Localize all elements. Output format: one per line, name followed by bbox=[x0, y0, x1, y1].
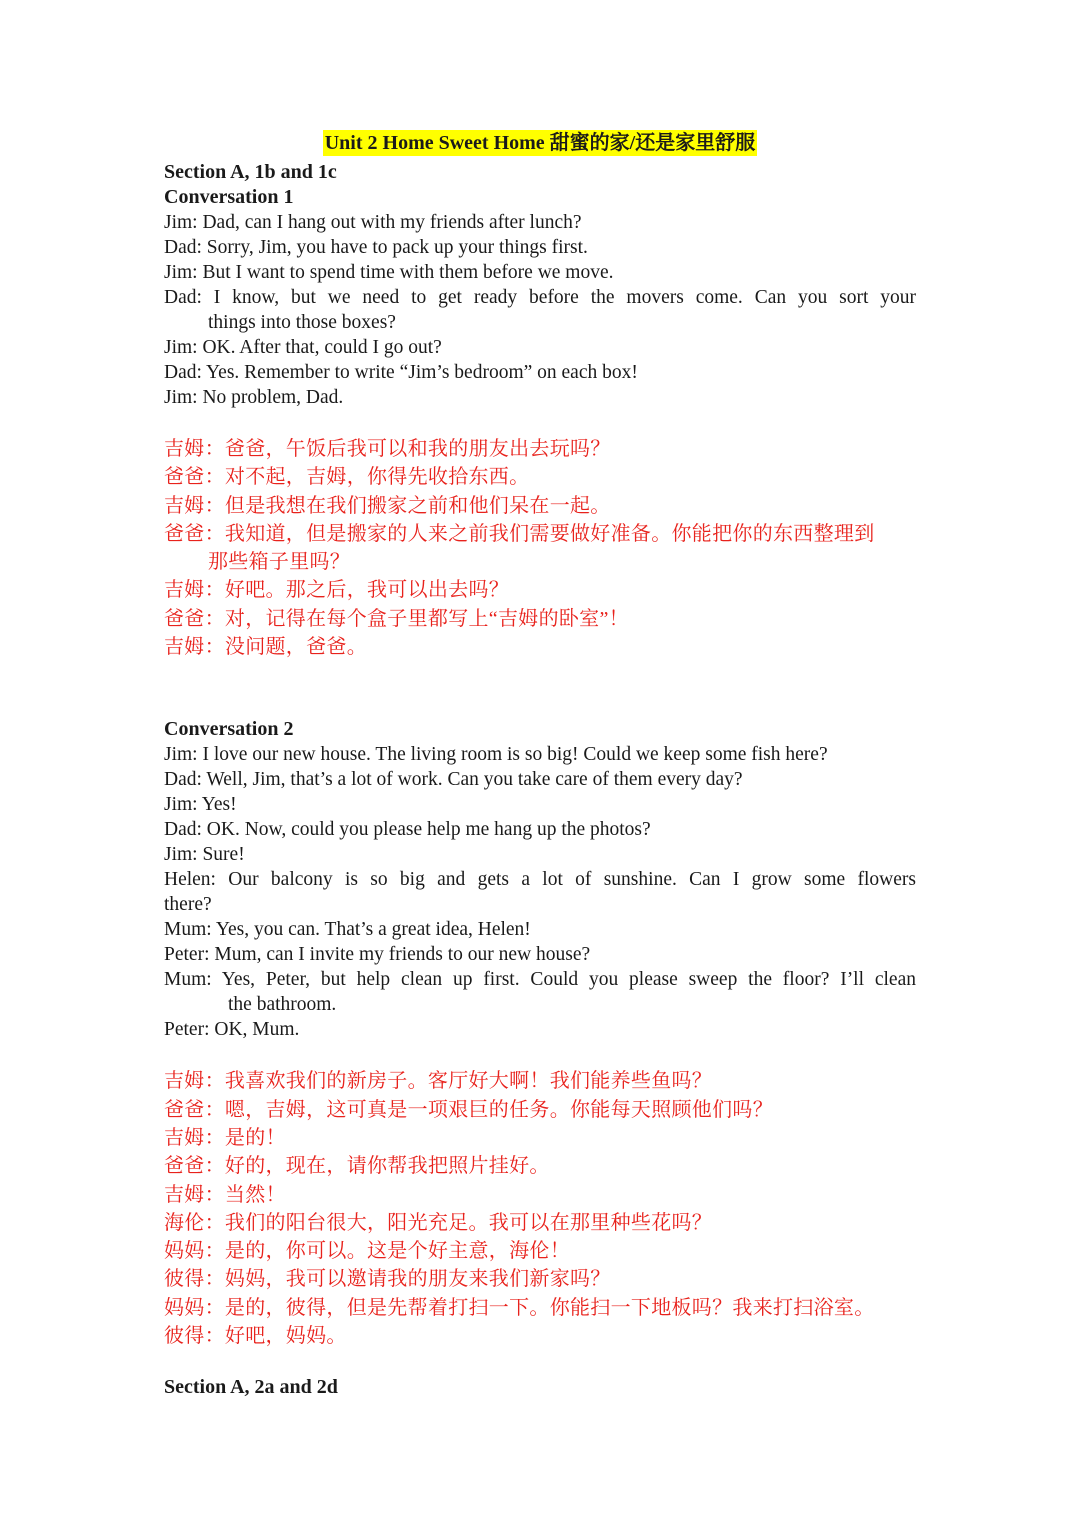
translation-line: 爸爸：我知道，但是搬家的人来之前我们需要做好准备。你能把你的东西整理到 bbox=[164, 522, 875, 545]
translation-line: 吉姆：当然！ bbox=[164, 1183, 286, 1206]
conversation-2-heading: Conversation 2 bbox=[164, 718, 294, 741]
dialogue-line: Jim: OK. After that, could I go out? bbox=[164, 337, 442, 358]
section-heading-2: Section A, 2a and 2d bbox=[164, 1376, 338, 1399]
translation-line: 吉姆：没问题，爸爸。 bbox=[164, 636, 367, 659]
title-row bbox=[164, 130, 916, 160]
translation-line: 吉姆：好吧。那之后，我可以出去吗？ bbox=[164, 579, 510, 602]
dialogue-line: Mum: Yes, you can. That’s a great idea, Helen! bbox=[164, 919, 531, 941]
dialogue-line-continued: there? bbox=[164, 894, 212, 916]
section-heading-1: Section A, 1b and 1c bbox=[164, 161, 337, 183]
dialogue-line: Peter: OK, Mum. bbox=[164, 1019, 300, 1041]
dialogue-line: Jim: Dad, can I hang out with my friends after lunch? bbox=[164, 212, 582, 233]
dialogue-line: Dad: OK. Now, could you please help me hang up the photos? bbox=[164, 819, 651, 841]
translation-line: 彼得：好吧，妈妈。 bbox=[164, 1325, 347, 1348]
translation-line: 爸爸：嗯，吉姆，这可真是一项艰巨的任务。你能每天照顾他们吗？ bbox=[164, 1098, 773, 1121]
translation-line: 吉姆：但是我想在我们搬家之前和他们呆在一起。 bbox=[164, 494, 611, 517]
translation-line: 吉姆：我喜欢我们的新房子。客厅好大啊！我们能养些鱼吗？ bbox=[164, 1070, 713, 1093]
dialogue-line: Mum: Yes, Peter, but help clean up first. Could you please sweep the floor? I’ll clean bbox=[164, 969, 916, 991]
dialogue-line: Jim: I love our new house. The living room is so big! Could we keep some fish here? bbox=[164, 744, 828, 766]
translation-line-continued: 那些箱子里吗？ bbox=[208, 551, 351, 574]
dialogue-line: Jim: No problem, Dad. bbox=[164, 387, 344, 408]
translation-line: 海伦：我们的阳台很大，阳光充足。我可以在那里种些花吗？ bbox=[164, 1211, 713, 1234]
dialogue-line: Jim: But I want to spend time with them before we move. bbox=[164, 262, 614, 283]
translation-line: 爸爸：对，记得在每个盒子里都写上“吉姆的卧室”！ bbox=[164, 607, 629, 630]
dialogue-line: Dad: I know, but we need to get ready before the movers come. Can you sort your bbox=[164, 287, 916, 308]
dialogue-line: Peter: Mum, can I invite my friends to our new house? bbox=[164, 944, 591, 966]
translation-line: 爸爸：对不起，吉姆，你得先收拾东西。 bbox=[164, 466, 530, 489]
dialogue-line: Dad: Well, Jim, that’s a lot of work. Can you take care of them every day? bbox=[164, 769, 743, 791]
translation-line: 妈妈：是的，你可以。这是个好主意，海伦！ bbox=[164, 1240, 570, 1263]
translation-line: 彼得：妈妈，我可以邀请我的朋友来我们新家吗？ bbox=[164, 1268, 611, 1291]
dialogue-line: Jim: Yes! bbox=[164, 794, 237, 816]
dialogue-line: Jim: Sure! bbox=[164, 844, 245, 866]
dialogue-line: Dad: Sorry, Jim, you have to pack up your things first. bbox=[164, 237, 588, 258]
dialogue-line: Dad: Yes. Remember to write “Jim’s bedroom” on each box! bbox=[164, 362, 638, 383]
dialogue-line-continued: the bathroom. bbox=[228, 994, 337, 1016]
document-page bbox=[164, 130, 916, 1400]
conversation-1-chinese bbox=[164, 435, 916, 661]
dialogue-line: Helen: Our balcony is so big and gets a lot of sunshine. Can I grow some flowers bbox=[164, 869, 916, 891]
dialogue-line-continued: things into those boxes? bbox=[208, 312, 396, 333]
translation-line: 爸爸：好的，现在，请你帮我把照片挂好。 bbox=[164, 1155, 550, 1178]
page-title: Unit 2 Home Sweet Home 甜蜜的家/还是家里舒服 bbox=[324, 132, 756, 154]
conversation-2-chinese bbox=[164, 1067, 916, 1350]
conversation-1-heading: Conversation 1 bbox=[164, 186, 294, 208]
conversation-1-english bbox=[164, 210, 916, 410]
conversation-2-english bbox=[164, 742, 916, 1042]
translation-line: 吉姆：爸爸，午饭后我可以和我的朋友出去玩吗？ bbox=[164, 438, 611, 460]
translation-line: 妈妈：是的，彼得，但是先帮着打扫一下。你能扫一下地板吗？我来打扫浴室。 bbox=[164, 1296, 875, 1319]
translation-line: 吉姆：是的！ bbox=[164, 1126, 286, 1149]
